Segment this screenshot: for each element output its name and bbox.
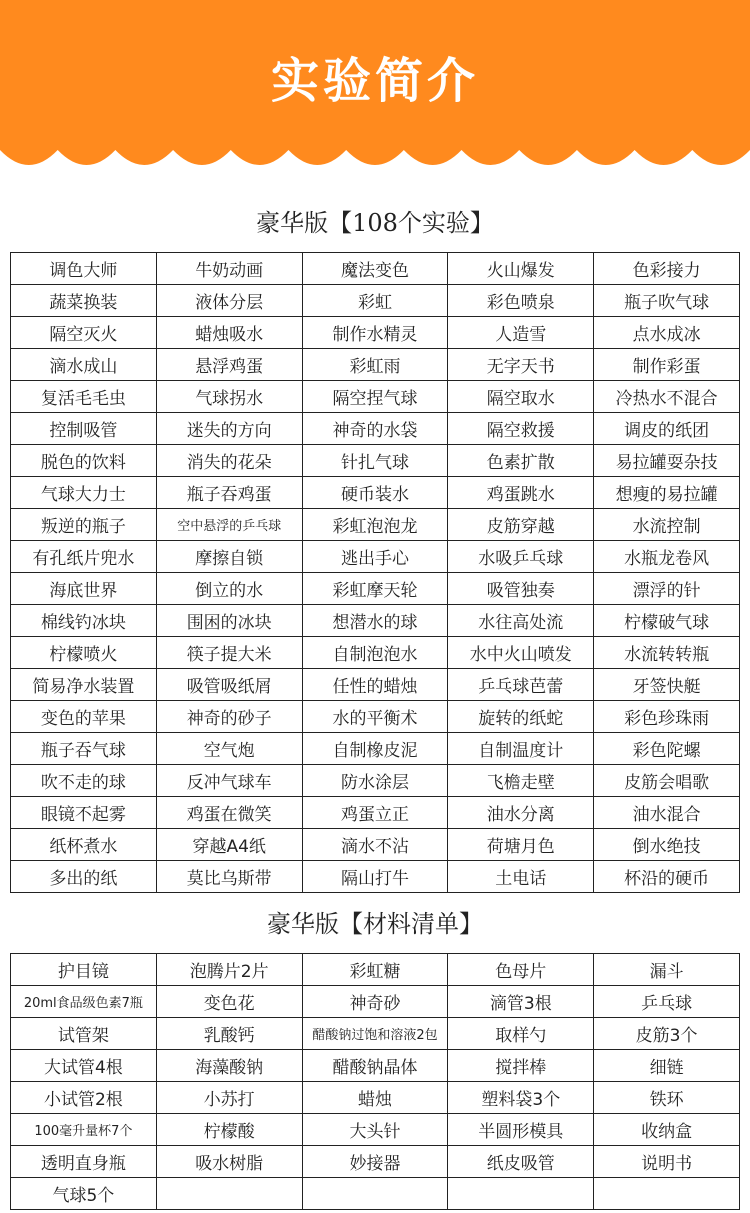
experiment-cell: 筷子提大米 xyxy=(156,637,302,669)
material-cell: 说明书 xyxy=(594,1146,740,1178)
table-row xyxy=(11,701,740,733)
experiment-cell: 简易净水装置 xyxy=(11,669,157,701)
header-banner xyxy=(0,0,750,180)
table-row xyxy=(11,733,740,765)
table-row xyxy=(11,1018,740,1050)
experiment-cell: 彩虹泡泡龙 xyxy=(302,509,448,541)
experiment-cell: 杯沿的硬币 xyxy=(594,861,740,893)
experiment-cell: 色素扩散 xyxy=(448,445,594,477)
materials-table xyxy=(10,953,740,1210)
table-row xyxy=(11,317,740,349)
experiment-cell: 鸡蛋跳水 xyxy=(448,477,594,509)
experiment-cell: 色彩接力 xyxy=(594,253,740,285)
experiment-cell: 鸡蛋在微笑 xyxy=(156,797,302,829)
material-cell: 半圆形模具 xyxy=(448,1114,594,1146)
experiment-cell: 吸管吸纸屑 xyxy=(156,669,302,701)
experiment-cell: 柠檬喷火 xyxy=(11,637,157,669)
material-cell: 蜡烛 xyxy=(302,1082,448,1114)
experiment-cell: 有孔纸片兜水 xyxy=(11,541,157,573)
experiment-cell: 吸管独奏 xyxy=(448,573,594,605)
experiment-cell: 彩虹 xyxy=(302,285,448,317)
experiment-cell: 瓶子吞鸡蛋 xyxy=(156,477,302,509)
experiment-cell: 空气炮 xyxy=(156,733,302,765)
experiment-cell: 隔空灭火 xyxy=(11,317,157,349)
material-cell: 透明直身瓶 xyxy=(11,1146,157,1178)
experiment-cell: 海底世界 xyxy=(11,573,157,605)
experiment-cell: 调皮的纸团 xyxy=(594,413,740,445)
experiment-cell: 制作水精灵 xyxy=(302,317,448,349)
table-row xyxy=(11,986,740,1018)
material-cell: 护目镜 xyxy=(11,954,157,986)
experiment-cell: 蔬菜换装 xyxy=(11,285,157,317)
experiment-cell: 水吸乒乓球 xyxy=(448,541,594,573)
experiment-cell: 多出的纸 xyxy=(11,861,157,893)
experiment-cell: 油水混合 xyxy=(594,797,740,829)
experiment-cell: 迷失的方向 xyxy=(156,413,302,445)
experiment-cell: 任性的蜡烛 xyxy=(302,669,448,701)
experiment-cell: 制作彩蛋 xyxy=(594,349,740,381)
experiment-cell: 倒水绝技 xyxy=(594,829,740,861)
material-cell: 色母片 xyxy=(448,954,594,986)
experiment-cell: 彩色陀螺 xyxy=(594,733,740,765)
experiment-cell: 脱色的饮料 xyxy=(11,445,157,477)
experiment-cell: 围困的冰块 xyxy=(156,605,302,637)
material-cell: 铁环 xyxy=(594,1082,740,1114)
table-row xyxy=(11,413,740,445)
material-cell: 漏斗 xyxy=(594,954,740,986)
material-cell: 取样勺 xyxy=(448,1018,594,1050)
experiment-cell: 瓶子吞气球 xyxy=(11,733,157,765)
table-row xyxy=(11,1114,740,1146)
material-cell: 乳酸钙 xyxy=(156,1018,302,1050)
experiment-cell: 隔空捏气球 xyxy=(302,381,448,413)
material-cell: 滴管3根 xyxy=(448,986,594,1018)
material-cell: 变色花 xyxy=(156,986,302,1018)
material-cell: 妙接器 xyxy=(302,1146,448,1178)
table-row xyxy=(11,637,740,669)
experiment-cell: 叛逆的瓶子 xyxy=(11,509,157,541)
experiment-cell: 神奇的砂子 xyxy=(156,701,302,733)
experiment-cell: 倒立的水 xyxy=(156,573,302,605)
experiment-cell: 自制温度计 xyxy=(448,733,594,765)
experiment-cell: 滴水成山 xyxy=(11,349,157,381)
material-cell xyxy=(302,1178,448,1210)
table-row xyxy=(11,669,740,701)
experiment-cell: 隔空救援 xyxy=(448,413,594,445)
experiment-cell: 反冲气球车 xyxy=(156,765,302,797)
experiment-cell: 水往高处流 xyxy=(448,605,594,637)
table-row xyxy=(11,1050,740,1082)
experiment-cell: 水瓶龙卷风 xyxy=(594,541,740,573)
experiment-cell: 油水分离 xyxy=(448,797,594,829)
experiment-cell: 彩虹摩天轮 xyxy=(302,573,448,605)
experiment-cell: 气球大力士 xyxy=(11,477,157,509)
experiment-cell: 瓶子吹气球 xyxy=(594,285,740,317)
material-cell: 塑料袋3个 xyxy=(448,1082,594,1114)
table-row xyxy=(11,541,740,573)
experiment-cell: 土电话 xyxy=(448,861,594,893)
material-cell: 试管架 xyxy=(11,1018,157,1050)
material-cell: 细链 xyxy=(594,1050,740,1082)
material-cell: 小苏打 xyxy=(156,1082,302,1114)
experiment-cell: 纸杯煮水 xyxy=(11,829,157,861)
table-row xyxy=(11,797,740,829)
experiment-cell: 复活毛毛虫 xyxy=(11,381,157,413)
table-row xyxy=(11,954,740,986)
material-cell: 神奇砂 xyxy=(302,986,448,1018)
experiment-cell: 自制泡泡水 xyxy=(302,637,448,669)
table-row xyxy=(11,349,740,381)
material-cell: 100毫升量杯7个 xyxy=(11,1114,157,1146)
experiment-cell: 乒乓球芭蕾 xyxy=(448,669,594,701)
experiment-cell: 逃出手心 xyxy=(302,541,448,573)
experiment-cell: 魔法变色 xyxy=(302,253,448,285)
table-row xyxy=(11,285,740,317)
table-row xyxy=(11,1146,740,1178)
table-row xyxy=(11,381,740,413)
experiment-cell: 点水成冰 xyxy=(594,317,740,349)
experiment-cell: 神奇的水袋 xyxy=(302,413,448,445)
material-cell: 泡腾片2片 xyxy=(156,954,302,986)
experiment-cell: 想瘦的易拉罐 xyxy=(594,477,740,509)
experiment-cell: 消失的花朵 xyxy=(156,445,302,477)
experiment-cell: 空中悬浮的乒乓球 xyxy=(156,509,302,541)
experiment-cell: 调色大师 xyxy=(11,253,157,285)
experiment-cell: 牙签快艇 xyxy=(594,669,740,701)
experiment-cell: 冷热水不混合 xyxy=(594,381,740,413)
material-cell: 柠檬酸 xyxy=(156,1114,302,1146)
table-row xyxy=(11,445,740,477)
experiment-cell: 鸡蛋立正 xyxy=(302,797,448,829)
experiment-cell: 防水涂层 xyxy=(302,765,448,797)
material-cell: 吸水树脂 xyxy=(156,1146,302,1178)
experiment-cell: 穿越A4纸 xyxy=(156,829,302,861)
material-cell: 大试管4根 xyxy=(11,1050,157,1082)
experiment-cell: 彩色喷泉 xyxy=(448,285,594,317)
experiment-cell: 水流转转瓶 xyxy=(594,637,740,669)
experiment-cell: 自制橡皮泥 xyxy=(302,733,448,765)
experiment-cell: 气球拐水 xyxy=(156,381,302,413)
experiment-cell: 无字天书 xyxy=(448,349,594,381)
material-cell: 搅拌棒 xyxy=(448,1050,594,1082)
experiment-cell: 针扎气球 xyxy=(302,445,448,477)
experiment-cell: 液体分层 xyxy=(156,285,302,317)
experiment-cell: 牛奶动画 xyxy=(156,253,302,285)
table-row xyxy=(11,1082,740,1114)
experiment-cell: 皮筋穿越 xyxy=(448,509,594,541)
experiment-cell: 想潜水的球 xyxy=(302,605,448,637)
experiment-cell: 柠檬破气球 xyxy=(594,605,740,637)
material-cell: 醋酸钠过饱和溶液2包 xyxy=(302,1018,448,1050)
experiment-cell: 眼镜不起雾 xyxy=(11,797,157,829)
experiment-cell: 吹不走的球 xyxy=(11,765,157,797)
table-row xyxy=(11,509,740,541)
experiment-cell: 水中火山喷发 xyxy=(448,637,594,669)
material-cell xyxy=(448,1178,594,1210)
material-cell: 彩虹糖 xyxy=(302,954,448,986)
material-cell: 20ml食品级色素7瓶 xyxy=(11,986,157,1018)
experiment-cell: 旋转的纸蛇 xyxy=(448,701,594,733)
material-cell: 醋酸钠晶体 xyxy=(302,1050,448,1082)
experiment-cell: 隔山打牛 xyxy=(302,861,448,893)
table-row xyxy=(11,253,740,285)
material-cell: 海藻酸钠 xyxy=(156,1050,302,1082)
material-cell: 收纳盒 xyxy=(594,1114,740,1146)
material-cell: 皮筋3个 xyxy=(594,1018,740,1050)
table-row xyxy=(11,477,740,509)
experiment-cell: 漂浮的针 xyxy=(594,573,740,605)
table-row xyxy=(11,861,740,893)
experiment-cell: 水流控制 xyxy=(594,509,740,541)
material-cell: 气球5个 xyxy=(11,1178,157,1210)
experiment-cell: 硬币装水 xyxy=(302,477,448,509)
experiment-cell: 人造雪 xyxy=(448,317,594,349)
experiments-table xyxy=(10,252,740,893)
experiment-cell: 彩色珍珠雨 xyxy=(594,701,740,733)
experiment-cell: 荷塘月色 xyxy=(448,829,594,861)
experiments-section-title: 豪华版【108个实验】 xyxy=(256,209,494,237)
experiment-cell: 皮筋会唱歌 xyxy=(594,765,740,797)
experiment-cell: 水的平衡术 xyxy=(302,701,448,733)
experiment-cell: 变色的苹果 xyxy=(11,701,157,733)
table-row xyxy=(11,573,740,605)
material-cell xyxy=(594,1178,740,1210)
experiment-cell: 摩擦自锁 xyxy=(156,541,302,573)
material-cell: 小试管2根 xyxy=(11,1082,157,1114)
experiment-cell: 悬浮鸡蛋 xyxy=(156,349,302,381)
experiment-cell: 彩虹雨 xyxy=(302,349,448,381)
material-cell: 乒乓球 xyxy=(594,986,740,1018)
banner-title: 实验简介 xyxy=(270,53,479,109)
experiment-cell: 蜡烛吸水 xyxy=(156,317,302,349)
experiment-cell: 易拉罐耍杂技 xyxy=(594,445,740,477)
experiment-cell: 棉线钓冰块 xyxy=(11,605,157,637)
experiment-cell: 飞檐走壁 xyxy=(448,765,594,797)
material-cell xyxy=(156,1178,302,1210)
material-cell: 纸皮吸管 xyxy=(448,1146,594,1178)
experiment-cell: 滴水不沾 xyxy=(302,829,448,861)
table-row xyxy=(11,605,740,637)
table-row xyxy=(11,765,740,797)
experiment-cell: 火山爆发 xyxy=(448,253,594,285)
table-row xyxy=(11,1178,740,1210)
experiment-cell: 控制吸管 xyxy=(11,413,157,445)
material-cell: 大头针 xyxy=(302,1114,448,1146)
experiment-cell: 隔空取水 xyxy=(448,381,594,413)
materials-section-title: 豪华版【材料清单】 xyxy=(267,910,483,938)
table-row xyxy=(11,829,740,861)
experiment-cell: 莫比乌斯带 xyxy=(156,861,302,893)
